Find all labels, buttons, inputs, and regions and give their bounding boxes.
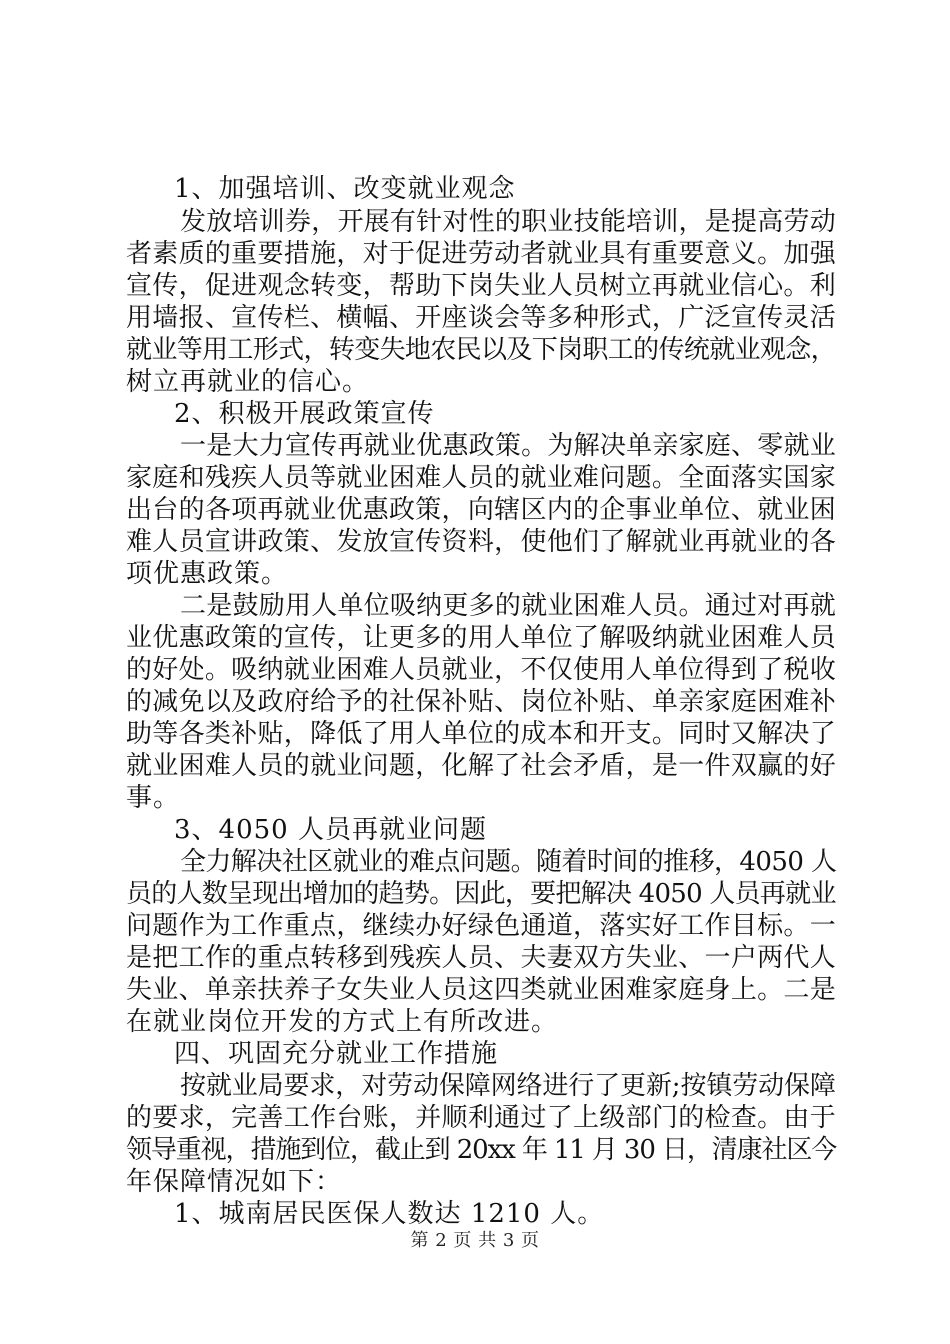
paragraph-line: 问题作为工作重点，继续办好绿色通道，落实好工作目标。一 [126, 911, 837, 941]
paragraph-line: 全力解决社区就业的难点问题。随着时间的推移，4050 人 [180, 847, 837, 877]
paragraph-line: 在就业岗位开发的方式上有所改进。 [126, 1007, 559, 1037]
section-heading: 1、加强培训、改变就业观念 [174, 174, 516, 204]
paragraph-line: 年保障情况如下： [126, 1167, 343, 1197]
section-heading: 四、巩固充分就业工作措施 [174, 1039, 499, 1069]
paragraph-line: 家庭和残疾人员等就业困难人员的就业难问题。全面落实国家 [126, 463, 837, 493]
paragraph-line: 二是鼓励用人单位吸纳更多的就业困难人员。通过对再就 [180, 591, 837, 621]
paragraph-line: 员的人数呈现出增加的趋势。因此，要把解决 4050 人员再就业 [126, 879, 836, 909]
paragraph-line: 难人员宣讲政策、发放宣传资料，使他们了解就业再就业的各 [126, 527, 837, 557]
paragraph-line: 用墙报、宣传栏、横幅、开座谈会等多种形式，广泛宣传灵活 [126, 303, 837, 333]
paragraph-line: 的减免以及政府给予的社保补贴、岗位补贴、单亲家庭困难补 [126, 687, 837, 717]
paragraph-line: 就业困难人员的就业问题，化解了社会矛盾，是一件双赢的好 [126, 751, 837, 781]
list-item: 1、城南居民医保人数达 1210 人。 [174, 1199, 605, 1229]
section-heading: 2、积极开展政策宣传 [174, 399, 435, 429]
paragraph-line: 助等各类补贴，降低了用人单位的成本和开支。同时又解决了 [126, 719, 837, 749]
paragraph-line: 的要求，完善工作台账，并顺利通过了上级部门的检查。由于 [126, 1103, 837, 1133]
paragraph-line: 树立再就业的信心。 [126, 367, 370, 397]
paragraph-line: 宣传，促进观念转变，帮助下岗失业人员树立再就业信心。利 [126, 271, 837, 301]
paragraph-line: 是把工作的重点转移到残疾人员、夫妻双方失业、一户两代人 [126, 943, 837, 973]
paragraph-line: 事。 [126, 783, 181, 813]
paragraph-line: 就业等用工形式，转变失地农民以及下岗职工的传统就业观念， [126, 335, 837, 365]
paragraph-line: 的好处。吸纳就业困难人员就业，不仅使用人单位得到了税收 [126, 655, 837, 685]
paragraph-line: 发放培训券，开展有针对性的职业技能培训，是提高劳动 [180, 207, 837, 237]
page-footer: 第 2 页 共 3 页 [410, 1230, 540, 1251]
paragraph-line: 出台的各项再就业优惠政策，向辖区内的企事业单位、就业困 [126, 495, 837, 525]
paragraph-line: 按就业局要求，对劳动保障网络进行了更新;按镇劳动保障 [180, 1071, 836, 1101]
paragraph-line: 业优惠政策的宣传，让更多的用人单位了解吸纳就业困难人员 [126, 623, 837, 653]
paragraph-line: 失业、单亲扶养子女失业人员这四类就业困难家庭身上。二是 [126, 975, 837, 1005]
section-heading: 3、4050 人员再就业问题 [174, 815, 487, 845]
paragraph-line: 者素质的重要措施，对于促进劳动者就业具有重要意义。加强 [126, 239, 837, 269]
paragraph-line: 一是大力宣传再就业优惠政策。为解决单亲家庭、零就业 [180, 431, 837, 461]
paragraph-line: 领导重视，措施到位，截止到 20xx 年 11 月 30 日，清康社区今 [126, 1135, 837, 1165]
paragraph-line: 项优惠政策。 [126, 559, 289, 589]
